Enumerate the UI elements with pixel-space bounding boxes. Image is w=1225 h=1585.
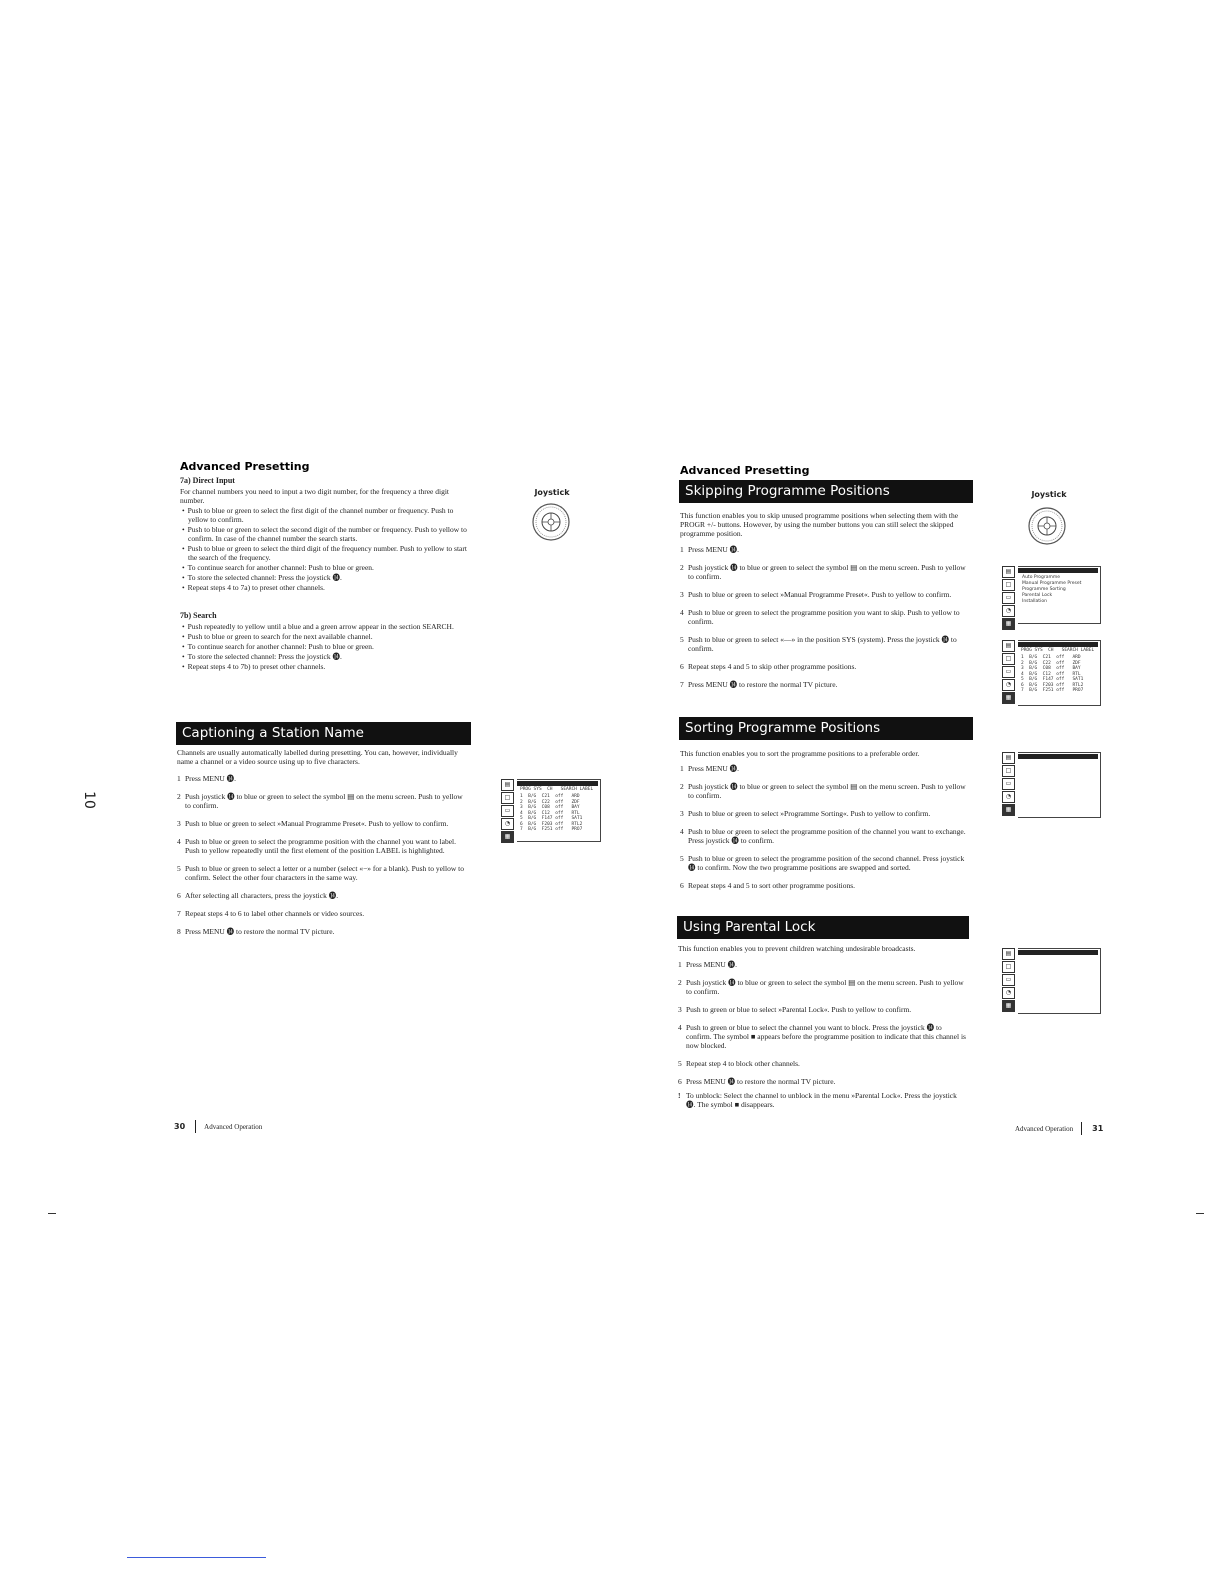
parental-title: Using Parental Lock [683,919,816,935]
step-item [678,1077,968,1086]
direct-input-intro: For channel numbers you need to input a two digit number, for the frequency a three digit number. [180,487,450,505]
left-footer [174,1120,262,1133]
sorting-title-bar [679,717,973,740]
step-item [680,809,970,818]
step-number: 2 [177,792,181,801]
step-item [680,827,970,845]
menu-icons [1002,948,1016,1013]
screen-row: 1 B/G C21 off ARD [1021,655,1081,660]
search-block [180,611,472,672]
screen-row: Auto Programme [1022,575,1061,580]
step-text: Push to blue or green to select a letter or a number (select «−» for a blank). Push to yellow to confirm. Select the other four characters in the same way. [185,864,464,882]
step-text: Press MENU ⓮. [688,764,740,773]
step-item [177,864,467,882]
step-text: Push joystick ⓮ to blue or green to select the symbol ▤ on the menu screen. Push to yellow to confirm. [688,782,966,800]
note-icon: ! [678,1091,681,1100]
screen-row: 5 B/G F147 off SAT1 [1021,677,1084,682]
screen-panel [1018,640,1101,706]
screen-column-headers: PROG SYS CH SEARCH LABEL [520,787,594,792]
step-text: Push to blue or green to select the programme position of the channel you want to exchange. Press joystick ⓮ to confirm. [688,827,966,845]
menu-icon-selected: ▦ [1002,1000,1015,1012]
skipping-menu-screen [1002,566,1101,627]
screen-row: 7 B/G F251 off PRO7 [1021,688,1084,693]
screen-menu-list [1018,575,1100,605]
bullet-item: • To store the selected channel: Press the joystick ⓮. [180,652,472,661]
screen-header-bar [1018,950,1098,955]
step-item [680,764,970,773]
screen-row: 2 B/G C22 off ZDF [1021,660,1081,666]
search-heading: 7b) Search [180,611,217,620]
bullet-item: • Repeat steps 4 to 7b) to preset other channels. [180,662,472,671]
step-number: 4 [680,827,684,836]
step-number: 1 [680,545,684,554]
menu-icon: ▤ [1002,948,1015,960]
bullet-item: • Push to blue or green to select the second digit of the number or frequency. Push to yellow to confirm. In case of the channel number the search starts. [180,525,472,543]
step-item [678,978,968,996]
step-number: 1 [678,960,682,969]
menu-icon: ◔ [1002,679,1015,691]
direct-input-block [180,476,472,593]
step-number: 5 [177,864,181,873]
screen-row: 1 B/G C21 off ARD [520,794,580,799]
step-item [177,792,467,810]
bullet-item: • Push to blue or green to select the first digit of the channel number or frequency. Push to yellow to confirm. [180,506,472,524]
step-number: 2 [680,782,684,791]
step-number: 6 [678,1077,682,1086]
joystick-icon [1027,506,1067,551]
captioning-title-bar [176,722,471,745]
step-number: 6 [680,881,684,890]
screen-row: 5 B/G F147 off SAT1 [520,816,583,821]
menu-icon-selected: ▦ [501,831,514,843]
trim-mark-right [1196,1213,1204,1214]
step-number: 7 [177,909,181,918]
step-item [678,1023,968,1050]
bullet-item: • Push repeatedly to yellow until a blue and a green arrow appear in the section SEARCH. [180,622,472,631]
screen-column-headers: PROG SYS CH SEARCH LABEL [1021,648,1095,653]
menu-icons [501,779,515,844]
trim-mark-left [48,1213,56,1214]
screen-row: Manual Programme Preset [1022,581,1082,586]
joystick-icon [531,502,571,547]
screen-header-bar [1018,568,1098,573]
parental-note [678,1091,968,1109]
menu-icons [1002,640,1016,705]
right-page-number: 31 [1092,1124,1104,1133]
margin-number: 10 [80,791,97,809]
menu-icon: ▤ [1002,640,1015,652]
skipping-title-bar [679,480,973,503]
step-text: Push to blue or green to select the programme position you want to skip. Push to yellow to confirm. [688,608,960,626]
menu-icon: ▭ [1002,666,1015,678]
captioning-screen [501,779,601,842]
parental-steps [678,960,968,1095]
step-item [680,680,970,689]
menu-icon-selected: ▦ [1002,618,1015,630]
bullet-item: • Push to blue or green to search for the next available channel. [180,632,472,641]
right-section-title: Advanced Presetting [680,464,810,477]
screen-row: 2 B/G C22 off ZDF [520,799,580,805]
skipping-preset-screen [1002,640,1101,706]
step-text: Push to blue or green to select the programme position with the channel you want to label. Push to yellow repeatedly until the first element of the position LABEL is highlighted. [185,837,456,855]
step-number: 6 [177,891,181,900]
step-text: Push joystick ⓮ to blue or green to select the symbol ▤ on the menu screen. Push to yellow to confirm. [686,978,964,996]
step-text: Press MENU ⓮. [686,960,738,969]
step-text: Repeat steps 4 and 5 to skip other programme positions. [688,662,857,671]
step-item [680,563,970,581]
step-text: Press MENU ⓮ to restore the normal TV picture. [185,927,335,936]
menu-icon: ▭ [501,805,514,817]
skipping-steps [680,545,970,698]
step-item [680,854,970,872]
joystick-label-right: Joystick [1031,490,1067,499]
captioning-title: Captioning a Station Name [182,725,364,741]
step-number: 2 [680,563,684,572]
menu-icon-selected: ▦ [1002,804,1015,816]
screen-panel [517,779,601,842]
step-text: Repeat steps 4 to 6 to label other channels or video sources. [185,909,365,918]
step-item [680,545,970,554]
step-number: 3 [177,819,181,828]
menu-icon: ▤ [1002,752,1015,764]
screen-row: Parental Lock [1022,593,1053,598]
step-number: 5 [680,854,684,863]
left-footer-label: Advanced Operation [204,1122,263,1131]
footer-divider [195,1120,196,1133]
bullet-item: • To continue search for another channel: Push to blue or green. [180,563,472,572]
parental-intro: This function enables you to prevent children watching undesirable broadcasts. [678,944,916,953]
step-number: 1 [177,774,181,783]
screen-row: Programme Sorting [1022,587,1066,592]
screen-row: 4 B/G C12 off RTL [520,810,580,816]
menu-icon: ◔ [1002,791,1015,803]
step-text: Press MENU ⓮ to restore the normal TV picture. [686,1077,836,1086]
step-item [680,608,970,626]
step-number: 3 [678,1005,682,1014]
right-footer-label: Advanced Operation [1015,1124,1074,1133]
sorting-title: Sorting Programme Positions [685,720,881,736]
step-number: 5 [678,1059,682,1068]
step-text: Push to blue or green to select «—» in the position SYS (system). Press the joystick ⓮ to confirm. [688,635,957,653]
captioning-intro: Channels are usually automatically labelled during presetting. You can, however, individually name a channel or a video source using up to five characters. [177,748,458,766]
screen-row: 6 B/G F203 off RTL2 [1021,682,1084,688]
step-item [680,662,970,671]
step-item [177,837,467,855]
menu-icon: ◔ [1002,605,1015,617]
step-text: Push to blue or green to select »Manual Programme Preset«. Push to yellow to confirm. [688,590,952,599]
step-number: 3 [680,590,684,599]
menu-icon: ▭ [1002,778,1015,790]
skipping-title: Skipping Programme Positions [685,483,890,499]
step-item [177,774,467,783]
step-text: Press MENU ⓮. [185,774,237,783]
right-footer [1015,1122,1103,1135]
step-number: 4 [678,1023,682,1032]
step-number: 2 [678,978,682,987]
bullet-item: • To store the selected channel: Press the joystick ⓮. [180,573,472,582]
left-page-number: 30 [174,1122,186,1131]
screen-panel [1018,948,1101,1014]
step-item [678,1005,968,1014]
step-text: After selecting all characters, press the joystick ⓮. [185,891,339,900]
skipping-intro: This function enables you to skip unused programme positions when selecting them with the PROGR +/- buttons. However, by using the number buttons you can still select the skipped programme position. [680,511,959,538]
screen-panel [1018,566,1101,624]
screen-row: 6 B/G F203 off RTL2 [520,821,583,827]
step-text: Push to blue or green to select »Programme Sorting«. Push to yellow to confirm. [688,809,931,818]
step-number: 4 [177,837,181,846]
step-item [177,891,467,900]
menu-icon: □ [501,792,514,804]
step-item [680,590,970,599]
step-text: Push to blue or green to select the programme position of the second channel. Press joystick ⓮ to confirm. Now the two programme positions are swapped and sorted. [688,854,965,872]
menu-icon: □ [1002,765,1015,777]
step-text: Press MENU ⓮ to restore the normal TV picture. [688,680,838,689]
screen-row: 7 B/G F251 off PRO7 [520,827,583,832]
left-section-title: Advanced Presetting [180,460,310,473]
bullet-item: • Push to blue or green to select the third digit of the frequency number. Push to yellow to start the search of the frequency. [180,544,472,562]
step-number: 4 [680,608,684,617]
menu-icons [1002,566,1016,631]
sorting-intro: This function enables you to sort the programme positions to a preferable order. [680,749,920,758]
step-item [680,635,970,653]
menu-icon: □ [1002,579,1015,591]
step-text: Repeat steps 4 and 5 to sort other programme positions. [688,881,856,890]
screen-panel [1018,752,1101,818]
step-text: Push to green or blue to select »Parental Lock«. Push to yellow to confirm. [686,1005,912,1014]
screen-row: 4 B/G C12 off RTL [1021,671,1081,677]
captioning-steps [177,774,467,945]
menu-icon: ▭ [1002,592,1015,604]
sorting-screen [1002,752,1101,818]
sorting-steps [680,764,970,899]
step-text: Push joystick ⓮ to blue or green to select the symbol ▤ on the menu screen. Push to yellow to confirm. [688,563,966,581]
step-item [177,819,467,828]
step-text: Push to green or blue to select the channel you want to block. Press the joystick ⓮ to confirm. The symbol ■ appears before the programme position to indicate that this channel is now blocked. [686,1023,966,1050]
screen-rows [517,794,600,833]
screen-header-bar [1018,754,1098,759]
parental-title-bar [677,916,969,939]
menu-icon: □ [1002,653,1015,665]
parental-screen [1002,948,1101,1014]
menu-icon: ▤ [501,779,514,791]
step-text: Repeat step 4 to block other channels. [686,1059,800,1068]
step-item [680,782,970,800]
menu-icon: ▭ [1002,974,1015,986]
menu-icons [1002,752,1016,817]
screen-row: 3 B/G C08 off BAY [1021,666,1081,671]
menu-icon: □ [1002,961,1015,973]
step-item [678,960,968,969]
step-item [177,927,467,936]
joystick-label-left: Joystick [534,488,570,497]
screen-row: 3 B/G C08 off BAY [520,805,580,810]
menu-icon: ◔ [1002,987,1015,999]
footer-divider [1081,1122,1082,1135]
menu-icon: ▤ [1002,566,1015,578]
step-text: Push joystick ⓮ to blue or green to select the symbol ▤ on the menu screen. Push to yellow to confirm. [185,792,463,810]
step-number: 5 [680,635,684,644]
menu-icon-selected: ▦ [1002,692,1015,704]
screen-rows [1018,655,1100,694]
step-number: 3 [680,809,684,818]
bottom-link-underline [127,1557,266,1558]
step-item [678,1059,968,1068]
search-bullets [180,622,472,671]
step-number: 7 [680,680,684,689]
step-number: 1 [680,764,684,773]
step-number: 8 [177,927,181,936]
direct-input-bullets [180,506,472,592]
step-text: Push to blue or green to select »Manual Programme Preset«. Push to yellow to confirm. [185,819,449,828]
screen-row: Installation [1022,599,1047,604]
step-item [177,909,467,918]
direct-input-heading: 7a) Direct Input [180,476,235,485]
bullet-item: • To continue search for another channel: Push to blue or green. [180,642,472,651]
bullet-item: • Repeat steps 4 to 7a) to preset other channels. [180,583,472,592]
step-item [680,881,970,890]
step-text: Press MENU ⓮. [688,545,740,554]
parental-note-text: To unblock: Select the channel to unblock in the menu »Parental Lock«. Press the joystick ⓮. The symbol ■ disappears. [686,1091,957,1109]
step-number: 6 [680,662,684,671]
menu-icon: ◔ [501,818,514,830]
